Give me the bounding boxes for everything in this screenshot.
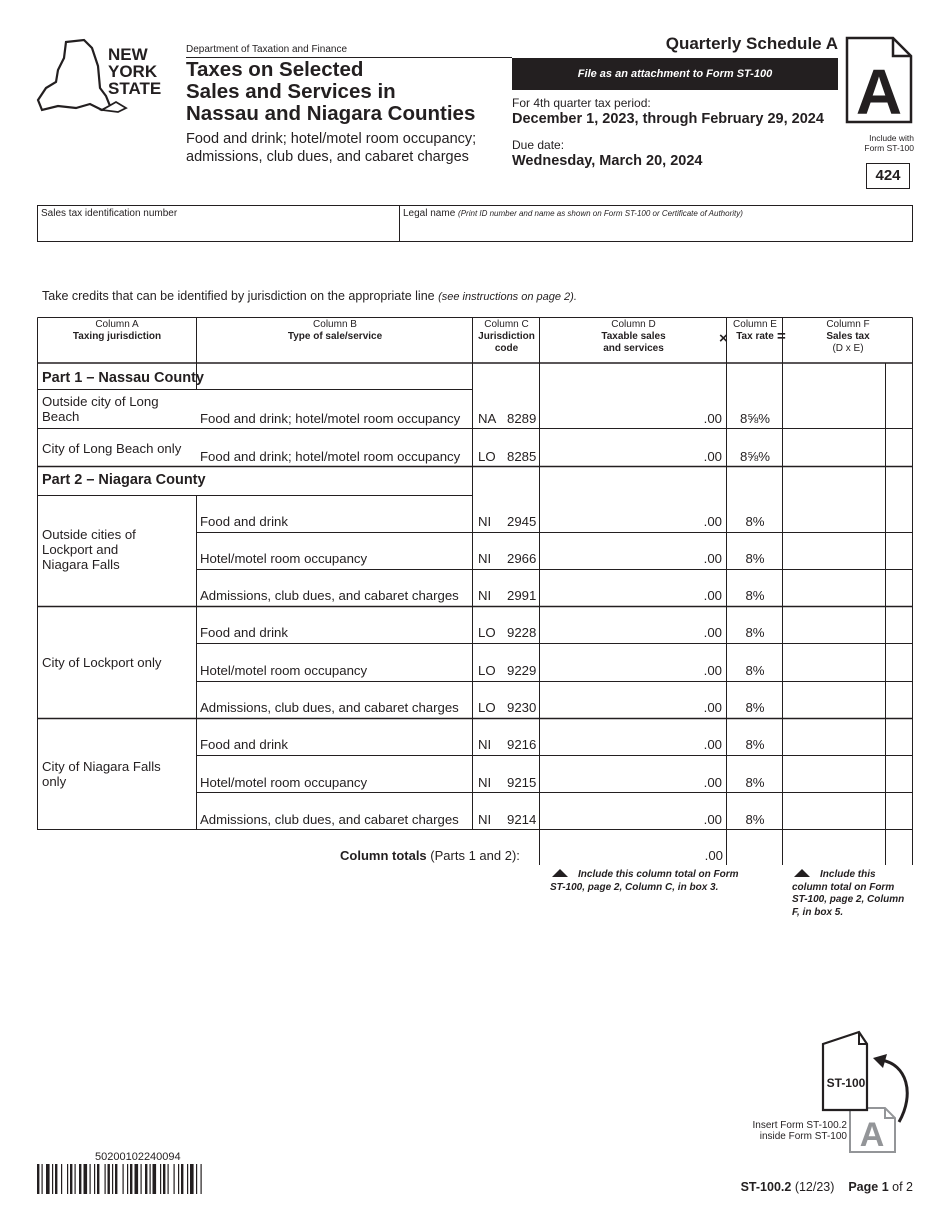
barcode-bar — [90, 1164, 91, 1194]
part-2-heading: Part 2 – Niagara County — [42, 472, 206, 488]
column-totals — [340, 848, 520, 863]
row-taxable-sales[interactable]: .00 — [703, 449, 722, 464]
legal-name-label: Legal name — [403, 208, 456, 219]
jurisdiction-long-beach: City of Long Beach only — [42, 441, 182, 456]
col-e-caption: Column E — [733, 319, 777, 330]
row-taxable-sales[interactable]: .00 — [703, 700, 722, 715]
page-of: of 2 — [892, 1180, 913, 1194]
insert-line-2: inside Form ST-100 — [759, 1131, 847, 1142]
title-line-1: Taxes on Selected — [186, 58, 364, 81]
row-jurisdiction-code: 9230 — [507, 700, 537, 715]
row-code-prefix: NI — [478, 588, 492, 603]
col-f-caption: Column F — [826, 319, 870, 330]
row-sales-tax[interactable] — [784, 761, 884, 791]
include-line-1: Include with — [869, 133, 914, 143]
insert-line-1: Insert Form ST-100.2 — [752, 1120, 847, 1131]
barcode-bar — [130, 1164, 132, 1194]
jurisdiction-line: Outside cities of — [42, 527, 136, 542]
col-d-caption: Column D — [611, 319, 656, 330]
row-jurisdiction-code: 9229 — [507, 663, 537, 678]
row-jurisdiction-code: 9228 — [507, 625, 537, 640]
col-a-header — [37, 319, 197, 343]
tax-period: December 1, 2023, through February 29, 2024 — [512, 111, 824, 127]
row-taxable-sales[interactable]: .00 — [703, 663, 722, 678]
col-c-title-2: code — [494, 343, 519, 354]
barcode-number: 50200102240094 — [95, 1151, 181, 1163]
row-sales-tax[interactable] — [784, 500, 884, 530]
col-a-caption: Column A — [95, 319, 139, 330]
period-label: For 4th quarter tax period: — [512, 96, 651, 110]
insert-instruction — [700, 1120, 847, 1142]
row-sale-type: Hotel/motel room occupancy — [200, 551, 368, 566]
row-taxable-sales[interactable]: .00 — [703, 551, 722, 566]
row-tax-rate: 8% — [745, 625, 765, 640]
col-d-note-text: Include this column total on Form ST-100, page 2, Column C, in box 3. — [550, 869, 739, 893]
row-sales-tax[interactable] — [784, 649, 884, 679]
state-map-icon — [38, 40, 110, 110]
row-sale-type: Food and drink — [200, 514, 288, 529]
row-sale-type: Admissions, club dues, and cabaret charges — [200, 700, 459, 715]
barcode-bar — [150, 1164, 151, 1194]
row-tax-rate: 8% — [745, 700, 765, 715]
col-b-title: Type of sale/service — [287, 331, 383, 342]
row-code-prefix: NI — [478, 775, 492, 790]
row-sales-tax[interactable] — [784, 537, 884, 567]
sales-tax-id-field[interactable] — [41, 208, 177, 219]
row-tax-rate: 8% — [745, 775, 765, 790]
col-d-note — [550, 869, 740, 894]
barcode-bar — [145, 1164, 147, 1194]
row-code-prefix: NI — [478, 551, 492, 566]
row-taxable-sales[interactable]: .00 — [703, 737, 722, 752]
col-c-caption: Column C — [484, 319, 529, 330]
row-tax-rate: 8% — [745, 737, 765, 752]
curved-arrow-icon — [873, 1054, 887, 1068]
legal-name-hint: (Print ID number and name as shown on Form ST-100 or Certificate of Authority) — [458, 209, 743, 218]
include-line-2: Form ST-100 — [864, 143, 914, 153]
barcode-bar — [112, 1164, 113, 1194]
row-tax-rate: 8% — [745, 663, 765, 678]
form-code: 424 — [866, 163, 910, 189]
row-taxable-sales[interactable]: .00 — [703, 588, 722, 603]
barcode-bar — [187, 1164, 188, 1194]
jurisdiction-lockport: City of Lockport only — [42, 655, 162, 670]
col-e-header — [727, 319, 783, 343]
row-code-prefix: LO — [478, 449, 496, 464]
col-f-formula: (D x E) — [832, 343, 864, 354]
page-number: 1 — [881, 1180, 889, 1194]
due-date: Wednesday, March 20, 2024 — [512, 153, 703, 169]
due-date-label: Due date: — [512, 138, 565, 152]
nys-logo — [36, 36, 168, 116]
schedule-a-mini-icon: A — [859, 1116, 885, 1154]
total-taxable-sales[interactable]: .00 — [704, 848, 723, 863]
barcode-bar — [70, 1164, 72, 1194]
jurisdiction-line: Lockport and — [42, 542, 119, 557]
part-1-heading: Part 1 – Nassau County — [42, 370, 204, 386]
row-jurisdiction-code: 9216 — [507, 737, 537, 752]
barcode-bar — [181, 1164, 183, 1194]
col-f-header — [783, 319, 913, 355]
row-sale-type: Hotel/motel room occupancy — [200, 663, 368, 678]
totals-label: Column totals — [340, 848, 427, 863]
barcode-bar — [160, 1164, 161, 1194]
col-e-title: Tax rate — [736, 331, 774, 342]
include-note — [836, 133, 914, 153]
sales-tax-id-label: Sales tax identification number — [41, 208, 178, 219]
row-taxable-sales[interactable]: .00 — [703, 411, 722, 426]
subtitle-line-1: Food and drink; hotel/motel room occupancy; — [186, 131, 477, 147]
row-sales-tax[interactable] — [784, 397, 884, 427]
row-tax-rate: 8⅝% — [739, 411, 771, 426]
equals-sign: = — [777, 328, 786, 345]
subtitle-line-2: admissions, club dues, and cabaret charges — [186, 149, 469, 165]
row-code-prefix: LO — [478, 663, 496, 678]
row-sale-type: Food and drink; hotel/motel room occupancy — [200, 449, 461, 464]
credits-ref: (see instructions on page 2). — [438, 291, 577, 303]
row-jurisdiction-code: 2945 — [507, 514, 537, 529]
barcode-bar — [84, 1164, 88, 1194]
up-arrow-icon — [794, 869, 810, 877]
row-tax-rate: 8% — [745, 551, 765, 566]
row-sale-type: Food and drink — [200, 625, 288, 640]
id-box — [37, 205, 913, 242]
row-sale-type: Hotel/motel room occupancy — [200, 775, 368, 790]
barcode-bar — [123, 1164, 124, 1194]
row-taxable-sales[interactable]: .00 — [703, 625, 722, 640]
col-f-note-text: Include this column total on Form ST-100, page 2, Column F, in box 5. — [792, 869, 905, 918]
row-sales-tax[interactable] — [784, 798, 884, 828]
col-b-caption: Column B — [313, 319, 357, 330]
jurisdiction-line: Beach — [42, 409, 80, 424]
barcode-bar — [55, 1164, 57, 1194]
barcode-bar — [108, 1164, 110, 1194]
barcode-bar — [46, 1164, 50, 1194]
col-f-note — [792, 869, 912, 919]
barcode-bar — [79, 1164, 81, 1194]
barcode-bar — [42, 1164, 43, 1194]
col-d-header — [540, 319, 727, 355]
up-arrow-icon — [552, 869, 568, 877]
row-jurisdiction-code: 2966 — [507, 551, 537, 566]
title-line-3: Nassau and Niagara Counties — [186, 102, 476, 125]
form-number: ST-100.2 — [740, 1180, 792, 1194]
row-taxable-sales[interactable]: .00 — [703, 514, 722, 529]
row-code-prefix: NI — [478, 737, 492, 752]
row-sales-tax[interactable] — [784, 686, 884, 716]
barcode-bar — [94, 1164, 95, 1194]
barcode-bar — [127, 1164, 128, 1194]
col-c-title-1: Jurisdiction — [478, 331, 535, 342]
barcode-bar — [75, 1164, 76, 1194]
barcode-bar — [135, 1164, 139, 1194]
schedule-table — [37, 317, 913, 865]
col-a-title: Taxing jurisdiction — [72, 331, 162, 342]
barcode — [37, 1164, 249, 1194]
row-jurisdiction-code: 8289 — [507, 411, 537, 426]
credits-instruction — [42, 289, 577, 303]
barcode-bar — [178, 1164, 179, 1194]
row-sale-type: Admissions, club dues, and cabaret charges — [200, 588, 459, 603]
barcode-bar — [61, 1164, 62, 1194]
id-box-divider — [399, 206, 400, 241]
barcode-bar — [115, 1164, 117, 1194]
row-code-prefix: NI — [478, 514, 492, 529]
form-title — [186, 59, 516, 125]
col-f-title: Sales tax — [826, 331, 870, 342]
col-d-title-1: Taxable sales — [601, 331, 666, 342]
total-sales-tax[interactable] — [783, 848, 885, 866]
row-sale-type: Food and drink; hotel/motel room occupancy — [200, 411, 461, 426]
jurisdiction-niagara-falls — [42, 759, 161, 789]
row-sale-type: Admissions, club dues, and cabaret charges — [200, 812, 459, 827]
barcode-bar — [153, 1164, 157, 1194]
form-subtitle — [186, 130, 516, 166]
barcode-bar — [37, 1164, 39, 1194]
barcode-bar — [141, 1164, 142, 1194]
form-identifier — [600, 1180, 913, 1194]
jurisdiction-line: Outside city of Long — [42, 394, 159, 409]
barcode-bar — [174, 1164, 175, 1194]
schedule-name: Quarterly Schedule A — [665, 34, 838, 53]
row-tax-rate: 8% — [745, 514, 765, 529]
row-code-prefix: LO — [478, 625, 496, 640]
totals-paren: (Parts 1 and 2): — [430, 848, 520, 863]
row-code-prefix: LO — [478, 700, 496, 715]
logo-word-3: STATE — [108, 79, 162, 98]
row-jurisdiction-code: 9214 — [507, 812, 537, 827]
schedule-a-icon — [845, 36, 913, 124]
row-sale-type: Food and drink — [200, 737, 288, 752]
row-sales-tax[interactable] — [784, 611, 884, 641]
jurisdiction-line: City of Niagara Falls — [42, 759, 161, 774]
row-jurisdiction-code: 8285 — [507, 449, 537, 464]
schedule-letter: A — [855, 56, 903, 124]
row-code-prefix: NA — [478, 411, 497, 426]
row-tax-rate: 8% — [745, 588, 765, 603]
row-sales-tax[interactable] — [784, 574, 884, 604]
row-taxable-sales[interactable]: .00 — [703, 775, 722, 790]
row-sales-tax[interactable] — [784, 435, 884, 465]
jurisdiction-outside-long-beach — [42, 394, 159, 424]
st100-label: ST-100 — [826, 1076, 866, 1090]
attach-note: File as an attachment to Form ST-100 — [512, 58, 838, 90]
barcode-bar — [67, 1164, 68, 1194]
row-tax-rate: 8% — [745, 812, 765, 827]
barcode-bar — [196, 1164, 197, 1194]
jurisdiction-outside-lockport-niagara-falls — [42, 527, 136, 572]
barcode-bar — [97, 1164, 99, 1194]
barcode-bar — [168, 1164, 169, 1194]
logo-word-1: NEW — [108, 45, 148, 64]
page-word: Page — [848, 1180, 879, 1194]
barcode-bar — [201, 1164, 202, 1194]
legal-name-field[interactable] — [403, 208, 743, 219]
row-sales-tax[interactable] — [784, 723, 884, 753]
barcode-bar — [190, 1164, 194, 1194]
col-b-header — [197, 319, 473, 343]
col-c-header — [473, 319, 540, 355]
department-name: Department of Taxation and Finance — [186, 44, 348, 55]
title-line-2: Sales and Services in — [186, 80, 396, 103]
row-jurisdiction-code: 2991 — [507, 588, 537, 603]
logo-word-2: YORK — [108, 62, 158, 81]
row-jurisdiction-code: 9215 — [507, 775, 537, 790]
jurisdiction-line: only — [42, 774, 67, 789]
barcode-bar — [163, 1164, 165, 1194]
row-taxable-sales[interactable]: .00 — [703, 812, 722, 827]
col-d-title-2: and services — [603, 343, 664, 354]
barcode-bar — [105, 1164, 106, 1194]
row-tax-rate: 8⅝% — [739, 449, 771, 464]
barcode-bar — [52, 1164, 53, 1194]
row-code-prefix: NI — [478, 812, 492, 827]
jurisdiction-line: Niagara Falls — [42, 557, 120, 572]
times-sign: × — [719, 330, 728, 347]
form-revision: (12/23) — [794, 1180, 835, 1194]
credits-text: Take credits that can be identified by jurisdiction on the appropriate line — [42, 289, 435, 303]
